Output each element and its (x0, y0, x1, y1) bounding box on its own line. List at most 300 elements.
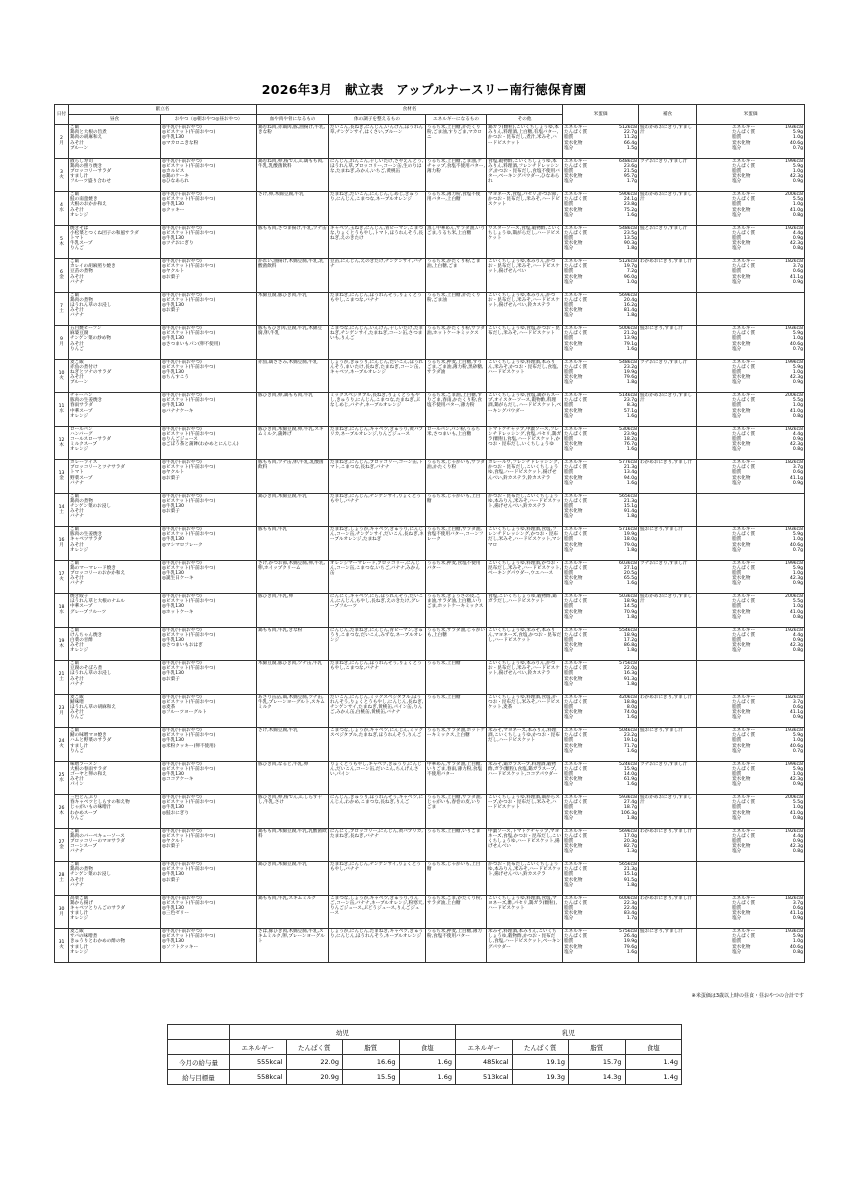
menu-row (55, 292, 805, 326)
day-cell (55, 661, 69, 695)
nutrient-value: 512kcal (619, 259, 638, 264)
nutrient-label: エネルギー (732, 225, 756, 231)
lunch-item: 大根のおかか和え (70, 202, 107, 208)
nutrient-value: 19.9g (623, 939, 638, 945)
snack-item: ◎ビスケット(午前おやつ) (162, 431, 216, 437)
nutrient-value: 200kcal (785, 594, 804, 599)
nutrient-value: 8.0g (626, 704, 638, 710)
green-ingredient-cell: うるち米,上白糖 (426, 661, 487, 695)
lunch-item: キャベツとりんごのサラダ (70, 905, 126, 911)
nutrient-label: たんぱく質 (732, 699, 756, 705)
nutrient-label: エネルギー (564, 158, 588, 164)
menu-row (55, 728, 805, 762)
nutrient-value: 22.3g (623, 900, 638, 906)
nutrient-label: 塩分 (732, 614, 742, 620)
supplement-cell: 鮭わかめおにぎり,すまし汁 (639, 125, 697, 159)
yellow-ingredient-cell: しょうが,きゅうり,にんじん,だいこん,ほうれんそう,まいたけ,長ねぎ,たまねぎ,コーン缶,キャベツ,ネーブルオレンジ (329, 359, 426, 393)
nutrient-value: 1.8g (626, 648, 638, 654)
day-cell (55, 795, 69, 829)
weekday: 木 (59, 811, 64, 817)
lunch-item: バナナ (70, 279, 84, 285)
nutrient-value: 182kcal (785, 460, 804, 465)
snack-item: ◎牛乳130 (162, 939, 184, 945)
nutrient-label: エネルギー (732, 728, 756, 733)
weekday: 水 (59, 777, 64, 783)
snack-item: ◎お菓子 (162, 877, 180, 883)
nutrient-value: 5.9g (792, 565, 804, 571)
snack-item: ◎牛乳(午前おやつ) (162, 326, 202, 331)
nutrient-value: 18.0g (623, 537, 638, 543)
nutrient-value: 20.3g (623, 838, 638, 844)
nutrient-label: 脂質 (564, 503, 574, 509)
other-ingredient-cell: こいくちしょうゆ,料理酒,本みりん,米みそ,かつお・昆布だし,食塩,ハードビスケット (487, 359, 563, 393)
nutrient-value: 1.0g (792, 135, 804, 141)
nutrient-value: 1.6g (626, 949, 638, 955)
day-cell (55, 326, 69, 360)
lunch-item: みそ汁 (70, 207, 84, 213)
nutrient-label: 塩分 (564, 949, 574, 955)
nutrient-value: 0.9g (792, 436, 804, 442)
snack-item: ◎牛乳(午前おやつ) (162, 929, 202, 934)
supplement-cell: ツナおにぎり,すまし汁 (639, 761, 697, 795)
rice-value-cell (563, 728, 639, 762)
nutrient-value: 75.2g (623, 207, 638, 213)
lunch-item: ご飯 (70, 493, 80, 499)
lunch-cell (69, 359, 161, 393)
summary-row-label-current: 今月の給与量 (168, 1055, 230, 1070)
other-ingredient-cell: 中濃ソース,トマトケチャップ,マヨネーズ,食塩,かつお・昆布だし,こいくちしょうゆ,ハードビスケット,揚げせんべい (487, 828, 563, 862)
nutrient-label: エネルギー (564, 661, 588, 666)
lunch-item: すまし汁 (70, 743, 89, 749)
day-cell (55, 594, 69, 628)
snack-item: ◎フルーツヨーグルト (162, 710, 207, 716)
day-number: 14 (58, 504, 65, 510)
weekday: 月 (59, 141, 64, 147)
snack-item: ◎お菓子 (162, 475, 180, 481)
nutrient-label: エネルギー (732, 426, 756, 432)
nutrient-value: 0.8g (792, 949, 804, 955)
nutrient-label: 炭水化物 (732, 408, 751, 414)
weekday: 火 (59, 945, 64, 951)
day-cell (55, 259, 69, 293)
lunch-item: 味噌ラーメン (70, 761, 98, 767)
nutrient-label: 炭水化物 (732, 241, 751, 247)
other-ingredient-cell: 食塩,穀物酢,こいくちしょうゆ,本みりん,料理酒,フレンチドレッシング,かつお・昆布だし,食塩不使用バター,ベーキングパウダー,ひなあられ (487, 158, 563, 192)
lunch-cell (69, 795, 161, 829)
nutrient-value: 14.0g (623, 771, 638, 777)
lunch-item: キャベツサラダ (70, 537, 103, 543)
lunch-item: りんご (70, 246, 84, 252)
nutrient-row (564, 146, 637, 151)
header-yellow-group: 体の調子を整えるもの (329, 115, 426, 125)
rice-value-2-cell (697, 359, 805, 393)
nutrient-label: エネルギー (564, 359, 588, 365)
nutrient-value: 82.7g (623, 844, 638, 850)
nutrient-value: 200kcal (785, 393, 804, 398)
snack-item: ◎麦茶 (162, 704, 176, 710)
red-ingredient-cell: 鶏もも肉,牛乳,スキムミルク (257, 895, 329, 929)
snack-item: ◎牛乳(午前おやつ) (162, 225, 202, 231)
nutrient-label: 塩分 (564, 380, 574, 386)
nutrient-value: 5.5g (792, 398, 804, 404)
nutrient-row (698, 414, 803, 419)
lunch-item: みそ汁 (70, 509, 84, 515)
snack-item: ◎牛乳(午前おやつ) (162, 426, 202, 432)
nutrient-value: 524kcal (619, 761, 638, 767)
nutrient-value: 66.4g (623, 140, 638, 146)
lunch-item: ご飯 (70, 828, 80, 834)
yellow-ingredient-cell: たまねぎ,にんじん,チンゲンサイ,りょくとうもやし,バナナ (329, 493, 426, 527)
day-cell (55, 527, 69, 561)
nutrient-value: 1.0g (792, 403, 804, 409)
nutrient-label: 脂質 (564, 771, 574, 777)
nutrient-label: 炭水化物 (564, 241, 583, 247)
nutrient-row (698, 146, 803, 151)
nutrient-label: 塩分 (732, 413, 742, 419)
day-number: 13 (58, 471, 65, 477)
header-green-group: エネルギーになるもの (426, 115, 487, 125)
lunch-item: 鶏のマーマレード焼き (70, 565, 116, 571)
green-ingredient-cell: うるち米,薄力粉,食塩不使用バター,上白糖 (426, 192, 487, 226)
header-rice-value: 米蛋価 (563, 105, 639, 125)
rice-value-cell (563, 326, 639, 360)
nutrient-label: 炭水化物 (564, 509, 583, 515)
lunch-item: オレンジ (70, 949, 89, 955)
nutrient-label: たんぱく質 (564, 666, 588, 672)
nutrient-value: 27.1g (623, 565, 638, 571)
nutrient-value: 593kcal (619, 795, 638, 800)
other-ingredient-cell: 米みそ,料理酒,本みりん,こいくちしょうゆ,穀物酢,かつお・昆布だし,食塩,ハードビスケット,ベーキングパウダー (487, 929, 563, 963)
nutrient-value: 40.6g (789, 140, 804, 146)
lunch-item: 鶏肉の煮物 (70, 297, 93, 303)
rice-value-2-cell (697, 125, 805, 159)
weekday: 木 (59, 643, 64, 649)
nutrient-label: 脂質 (564, 235, 574, 241)
weekday: 水 (59, 610, 64, 616)
nutrient-value: 0.6g (792, 704, 804, 710)
nutrient-value: 5.9g (792, 532, 804, 538)
snack-item: ◎牛乳130 (162, 503, 184, 509)
nutrient-label: たんぱく質 (564, 867, 588, 873)
snack-item: ◎ビスケット(午前おやつ) (162, 800, 216, 806)
nutrient-label: エネルギー (732, 895, 756, 901)
nutrient-label: たんぱく質 (564, 800, 588, 806)
lunch-item: 白菜の甘酢 (70, 637, 93, 643)
lunch-item: 大根の春雨サラダ (70, 766, 107, 772)
snack-item: ◎ビスケット(午前おやつ) (162, 699, 216, 705)
lunch-item: りんご (70, 715, 84, 721)
nutrient-value: 0.7g (792, 547, 804, 553)
nutrient-label: たんぱく質 (564, 766, 588, 772)
weekday: 土 (59, 308, 64, 314)
nutrient-row (698, 548, 803, 553)
nutrient-label: 炭水化物 (564, 442, 583, 448)
nutrient-value: 1.8g (626, 547, 638, 553)
header-lunch: 昼食 (69, 115, 161, 125)
lunch-item: みそ汁 (70, 576, 84, 582)
lunch-item: 小松菜とつくね団子の和風サラダ (70, 230, 139, 236)
nutrient-label: 脂質 (732, 403, 742, 409)
nutrient-row (564, 715, 637, 720)
nutrient-label: 脂質 (564, 604, 574, 610)
lunch-cell (69, 460, 161, 494)
nutrient-label: 脂質 (732, 604, 742, 610)
red-ingredient-cell: 豚ひき肉,木綿豆腐,卵,牛乳,スキムミルク,蒲鉾げ (257, 426, 329, 460)
nutrient-label: 塩分 (732, 246, 742, 252)
nutrient-label: 炭水化物 (732, 375, 751, 381)
lunch-item: 鶏から揚げ (70, 900, 93, 906)
lunch-cell (69, 426, 161, 460)
lunch-item: 焼き餃子 (70, 594, 89, 599)
nutrient-value: 3.7g (792, 264, 804, 270)
yellow-ingredient-cell: にんじん,きゅうり,ほうれんそう,キャベツ,にんじん,わかめ,こまつな,長ねぎ,りんご (329, 795, 426, 829)
nutrient-label: たんぱく質 (564, 130, 588, 136)
weekday: 月 (59, 543, 64, 549)
nutrient-value: 7.2g (626, 269, 638, 275)
nutrient-value: 554kcal (619, 627, 638, 633)
lunch-item: みそ汁 (70, 643, 84, 649)
lunch-item: オレンジ (70, 413, 89, 419)
nutrient-value: 4.4g (792, 632, 804, 638)
snack-item: ◎ビスケット(午前おやつ) (162, 666, 216, 672)
red-ingredient-cell: 豚ひき肉,なると,牛乳,卵 (257, 761, 329, 795)
snack-cell (161, 225, 257, 259)
nutrient-row (698, 246, 803, 251)
other-ingredient-cell: 鶏ガラ(顆粒),こいくちしょうゆ,本みりん,料理酒,上白糖,有塩バター,かつお・昆布だし,煮汁,米みそ,ハードビスケット (487, 125, 563, 159)
lunch-cell (69, 225, 161, 259)
nutrient-row (564, 414, 637, 419)
supplement-cell (639, 862, 697, 896)
nutrient-row (564, 615, 637, 620)
snack-item: ◎お菓子 (162, 844, 180, 850)
nutrient-label: 炭水化物 (564, 308, 583, 314)
yellow-ingredient-cell: 豆苗,にんじん,えのきたけ,チンゲンサイ,バナナ (329, 259, 426, 293)
nutrient-value: 65.5g (623, 576, 638, 582)
nutrient-row (564, 213, 637, 218)
nutrient-label: 塩分 (564, 514, 574, 520)
summary-cell: 1.6g (399, 1055, 456, 1070)
other-ingredient-cell: カレールウ,フレンチドレッシング,かつお・昆布だし,こいくちしょうゆ,食塩,ハードビスケット,揚げせんべい,鈴カステラ,鈴カステラ (487, 460, 563, 494)
nutrient-row (564, 682, 637, 687)
nutrient-value: 5.5g (792, 599, 804, 605)
nutrient-label: 塩分 (564, 782, 574, 788)
nutrient-value: 182kcal (785, 259, 804, 264)
nutrient-label: エネルギー (564, 192, 588, 197)
yellow-ingredient-cell: にんじん,たまねぎ,にんじん,青ピーマン,きゅうり,こまつな,だいこん,みずな,ネーブルオレンジ (329, 627, 426, 661)
nutrient-value: 577kcal (619, 460, 638, 465)
nutrient-value: 0.7g (792, 748, 804, 754)
nutrient-value: 648kcal (619, 158, 638, 164)
nutrient-value: 0.9g (792, 279, 804, 285)
rice-value-2-cell (697, 661, 805, 695)
nutrient-label: 脂質 (564, 369, 574, 375)
snack-item: ◎クッキー (162, 207, 185, 213)
rice-value-cell (563, 694, 639, 728)
nutrient-label: 脂質 (732, 805, 742, 811)
lunch-item: ほうれん草の胡麻和え (70, 704, 116, 710)
nutrient-label: エネルギー (732, 460, 756, 465)
snack-cell (161, 527, 257, 561)
snack-item: ◎お菓子 (162, 308, 180, 314)
nutrient-row (698, 615, 803, 620)
weekday: 金 (59, 844, 64, 850)
supplement-cell (639, 493, 697, 527)
nutrient-value: 19.1g (623, 738, 638, 744)
green-ingredient-cell: うるち米,じゃがいも,上白糖 (426, 862, 487, 896)
rice-value-2-cell (697, 895, 805, 929)
nutrient-label: エネルギー (564, 895, 588, 901)
nutrient-value: 1.8g (626, 815, 638, 821)
nutrient-label: 炭水化物 (732, 174, 751, 180)
snack-item: ◎牛乳(午前おやつ) (162, 594, 202, 599)
nutrient-value: 41.0g (789, 207, 804, 213)
snack-cell (161, 627, 257, 661)
nutrient-label: 脂質 (564, 269, 574, 275)
lunch-item: バナナ (70, 681, 84, 687)
menu-row (55, 862, 805, 896)
lunch-cell (69, 125, 161, 159)
nutrient-value: 18.9g (623, 599, 638, 605)
nutrient-value: 42.3g (789, 174, 804, 180)
lunch-cell (69, 761, 161, 795)
nutrient-label: 炭水化物 (564, 274, 583, 280)
rice-value-2-cell (697, 426, 805, 460)
snack-item: ◎さつまいもパン(卵不使用) (162, 341, 221, 347)
nutrient-label: 塩分 (732, 179, 742, 185)
summary-cell: 19.1g (512, 1055, 569, 1070)
lunch-item: 野菜スープ (70, 475, 93, 481)
lunch-item: ハムと野菜のサラダ (70, 738, 112, 744)
nutrient-label: エネルギー (564, 493, 588, 499)
nutrient-label: エネルギー (732, 929, 756, 934)
yellow-ingredient-cell: たまねぎ,だいこん,にんじん,しめじ,きゅうり,にんじん,こまつな,ネーブルオレンジ (329, 192, 426, 226)
nutrient-value: 530kcal (619, 426, 638, 432)
nutrient-row (564, 481, 637, 486)
red-ingredient-cell: 鶏ひき肉,木綿豆腐,牛乳 (257, 493, 329, 527)
snack-item: ◎牛乳130 (162, 738, 184, 744)
nutrient-label: エネルギー (732, 627, 756, 633)
other-ingredient-cell: こいくちしょうゆ,本みりん,かつお・昆布だし,米みそ,ハードビスケット,揚げせんべい (487, 259, 563, 293)
nutrient-label: エネルギー (732, 828, 756, 834)
lunch-item: すまし汁 (70, 174, 89, 180)
nutrient-value: 0.9g (792, 581, 804, 587)
footnote: ※米蛋価は3歳以上時の昼食・昼おやつの合計です (691, 993, 804, 999)
weekday: 火 (59, 576, 64, 582)
nutrient-value: 1.8g (626, 614, 638, 620)
nutrient-label: エネルギー (732, 125, 756, 130)
day-number: 21 (58, 672, 65, 678)
nutrient-row (564, 548, 637, 553)
lunch-item: みそ汁 (70, 777, 84, 783)
snack-item: ◎牛乳(午前おやつ) (162, 192, 202, 197)
nutrient-label: 炭水化物 (732, 609, 751, 615)
other-ingredient-cell: マヨネーズ,食塩,パセリ,かつお節,かつお・昆布だし,米みそ,ハードビスケット (487, 192, 563, 226)
nutrient-value: 5.9g (792, 934, 804, 940)
day-number: 27 (58, 839, 65, 845)
nutrient-label: エネルギー (564, 929, 588, 934)
nutrient-value: 1.3g (626, 849, 638, 855)
nutrient-value: 5.9g (792, 130, 804, 136)
lunch-item: カレイの胡麻照り焼き (70, 264, 116, 270)
day-cell (55, 292, 69, 326)
menu-row (55, 895, 805, 929)
day-number: 19 (58, 638, 65, 644)
day-number: 30 (58, 906, 65, 912)
nutrient-value: 79.6g (623, 944, 638, 950)
nutrient-value: 19.9g (623, 369, 638, 375)
nutrient-label: 塩分 (564, 581, 574, 587)
lunch-item: ご飯 (70, 292, 80, 298)
nutrient-value: 91.5g (623, 877, 638, 883)
nutrient-label: たんぱく質 (732, 264, 756, 270)
nutrient-label: 炭水化物 (564, 710, 583, 716)
nutrient-value: 503kcal (619, 594, 638, 599)
nutrient-label: たんぱく質 (732, 364, 756, 370)
lunch-item: 鯖の味噌マヨ焼き (70, 733, 107, 739)
snack-item: ◎ココアケーキ (162, 777, 194, 783)
nutrient-value: 4.4g (792, 230, 804, 236)
day-cell (55, 895, 69, 929)
supplement-cell: わかめおにぎり,すまし汁 (639, 828, 697, 862)
rice-value-2-cell (697, 292, 805, 326)
yellow-ingredient-cell: こまつな,にんじん,いんげん,干しいたけ,たまねぎ,チンゲンサイ,たまねぎ,コーン缶,さつまいも,りんご (329, 326, 426, 360)
lunch-item: 牛乳スープ (70, 241, 93, 247)
lunch-cell (69, 594, 161, 628)
lunch-item: オレンジ (70, 212, 89, 218)
nutrient-value: 5.9g (792, 766, 804, 772)
nutrient-label: 脂質 (732, 336, 742, 342)
nutrient-label: たんぱく質 (732, 230, 756, 236)
yellow-ingredient-cell: だいこん,にんじん,ミックスベジタブル,ほうれんそう,りょくとうもやし,にんじん,長ねぎ,チンゲンサイ,たまねぎ,黄桃缶,パイン缶,りんご,みかん缶,白桃缶,黄桃缶,バナナ (329, 694, 426, 728)
nutrient-label: エネルギー (732, 158, 756, 164)
nutrient-label: 脂質 (732, 168, 742, 174)
other-ingredient-cell: トマトケチャップ,中濃ソース,フレンチドレッシング,食塩,パセリ,鶏ガラ(顆粒),食塩,ハードビスケット,かつお・昆布だし,いくちしょうゆ (487, 426, 563, 460)
nutrient-label: 炭水化物 (564, 810, 583, 816)
nutrient-label: 塩分 (564, 849, 574, 855)
snack-item: ◎牛乳130 (162, 570, 184, 576)
nutrient-label: エネルギー (564, 393, 588, 398)
weekday: 水 (59, 409, 64, 415)
nutrient-value: 5.9g (792, 331, 804, 337)
nutrient-label: 塩分 (564, 547, 574, 553)
rice-value-cell (563, 661, 639, 695)
nutrient-value: 0.7g (792, 346, 804, 352)
nutrient-label: たんぱく質 (564, 331, 588, 337)
supplement-cell: 鮭わかめおにぎり,すまし汁 (639, 192, 697, 226)
rice-value-cell (563, 895, 639, 929)
nutrient-value: 1.0g (792, 537, 804, 543)
rice-value-2-cell (697, 493, 805, 527)
nutrient-label: 塩分 (732, 916, 742, 922)
lunch-item: ご飯 (70, 259, 80, 264)
nutrient-value: 81.4g (623, 308, 638, 314)
snack-item: ◎ヤクルト (162, 470, 185, 476)
supplement-cell (639, 292, 697, 326)
nutrient-value: 42.3g (789, 241, 804, 247)
rice-value-cell (563, 192, 639, 226)
nutrient-value: 91.3g (623, 676, 638, 682)
day-cell (55, 192, 69, 226)
snack-item: ◎ビスケット(午前おやつ) (162, 297, 216, 303)
nutrient-value: 18.7g (623, 805, 638, 811)
snack-cell (161, 694, 257, 728)
nutrient-value: 19.7g (623, 264, 638, 270)
lunch-item: ねぎとツナのサラダ (70, 369, 112, 375)
nutrient-label: 炭水化物 (564, 609, 583, 615)
nutrient-label: 炭水化物 (564, 676, 583, 682)
snack-item: ◎牛乳130 (162, 671, 184, 677)
red-ingredient-cell: 鶏むね肉,赤鶏肉,豚,油揚げ,牛乳,きな粉 (257, 125, 329, 159)
